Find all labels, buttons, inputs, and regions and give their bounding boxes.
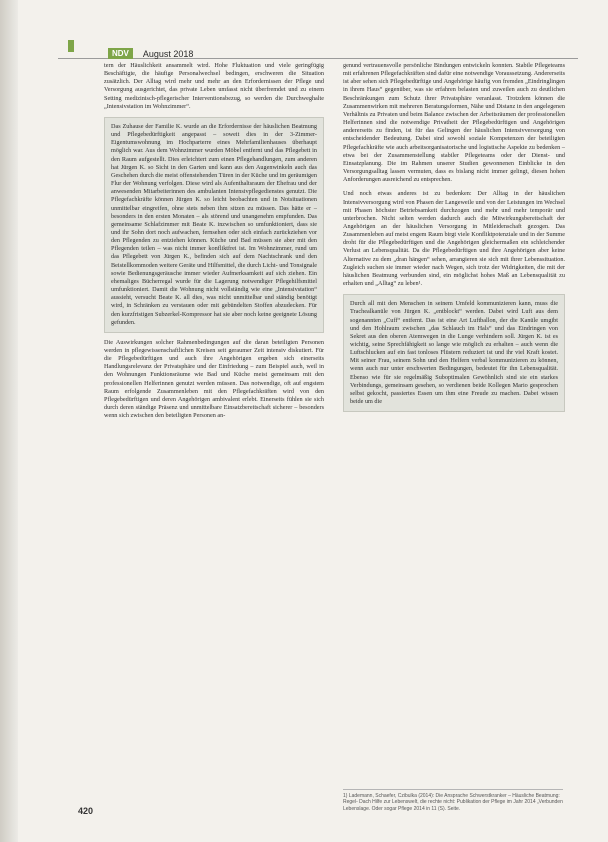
- case-box: [343, 294, 565, 412]
- journal-badge: NDV: [108, 48, 133, 59]
- binding-shadow: [0, 0, 18, 842]
- left-column: [104, 62, 324, 420]
- page-number: 420: [78, 806, 94, 816]
- paragraph: Und noch etwas anderes ist zu bedenken: Der Alltag in der häuslichen Intensivversorgung wird von Phasen der Langeweile und von der Leistungen im Wechsel mit Phasen höchster Betriebsamkeit durchzogen und mehr und mehr temporär und unterbrochen. Nicht selten werden dadurch auch die Mitwirkungsbereitschaft der Angehörigen an der häuslichen Versorgung in Mitleidenschaft gezogen. Das Zusammenleben auf meist engem Raum birgt viele Konfliktpotenziale und in der Summe droht für die Pflegebedürftigen und die Angehörigen gleichermaßen ein schleichender Verlust an Lebensqualität. Da die Pflegebedürftigen und ihre Angehörigen aber keine Alternative zu dem „dran hängen“ sehen, arrangieren sie sich mit ihrer Lebenssituation. Zugleich suchen sie immer wieder nach Wegen, sich trotz der Widrigkeiten, die mit der häuslichen Beatmung verbunden sind, ein möglichst hohes Maß an Lebensqualität zu erhalten und „Alltag“ zu leben¹.: [343, 190, 565, 288]
- paragraph: tern der Häuslichkeit ansammelt wird. Hohe Fluktuation und viele geringfügig Beschäftigte, die häufige Personalwechsel bedingen, erschweren die Situation zusätzlich. Der Alltag wird mehr und mehr an den Erfordernissen der Pflege und Versorgung ausgerichtet, das private Leben umfasst nicht überfremdet und zu einem Setting medizinisch-pflegerischer Interventionsbezug, so werden die Durchweghalte „Intensivstation im Wohnzimmer“.: [104, 62, 324, 110]
- case-box: [104, 117, 324, 333]
- right-column: [343, 62, 565, 418]
- footnote: 1) Lademann, Schaefer, Czibulka (2014): Die Ansprache Schwerstkranker – Häusliche Beatmung: Regel- Dach Hilfe zur Lebenswelt, die rechte nicht: Publikation der Pflege im Jahr 2014 „Verbunden Lebenslage. Oder sogar Pflege 2014 in 11 (S). Seite.: [343, 789, 563, 812]
- paragraph: Die Auswirkungen solcher Rahmenbedingungen auf die daran beteiligten Personen werden in pflegewissenschaftlichen Kreisen seit geraumer Zeit intensiv diskutiert. Für die Pflegebedürftigen und auch ihre Angehörigen ergeben sich einerseits Handlungsrelevanz der Privatsphäre und der Einfriedung – zum Beispiel auch, weil in den Wohnungen Funktionsräume wie Bad und Küche meist gemeinsam mit den professionellen Helferinnen genutzt werden müssen. Das notwendige, oft auf engstem Raum erfolgende Zusammenleben mit den Pflegefachkräften wird von den Pflegebedürftigen und deren Angehörigen ambivalent erlebt. Einerseits fühlen sie sich durch deren ständige Präsenz und unmittelbare Einsatzbereitschaft sicherer – besonders wenn sich zwischen den beteiligten Personen an-: [104, 338, 324, 420]
- running-header: [108, 48, 193, 59]
- case-text: Durch all mit den Menschen in seinem Umfeld kommunizieren kann, muss die Trachealkanüle von Jürgen K. „entblockt“ werden. Dabei wird Luft aus dem sogenannten „Cuff“ entfernt. Das ist eine Art Luftballon, der die Kanüle umgibt und den Hohlraum zwischen „das Schlauch im Hals“ und das Eindringen von Sekret aus den oberen Atemwegen in die Lunge verhindern soll. Jürgen K. ist es wichtig, seine Sprechfähigkeit so lange wie möglich zu erhalten – auch wenn die Luftschlucken auf ein fast tonloses Flüstern reduziert ist und ihr viel Kraft kostet. Mit seiner Frau, seinem Sohn und den Helfern verbal kommunizieren zu können, wenn auch nur unter erschwerten Bedingungen, bedeutet für ihn Lebensqualität. Ebenso wie für sie regelmäßig Suboptimalen Gewöhnlich sind sie ein starkes Verbindungs, gemeinsam gesehen, so verdienen beide Kollegen Mario gesprochen selbst gekocht, passiertes Essen um ihm eine Freude zu machen. Dabei wissen beide um die: [350, 300, 558, 406]
- paragraph: genund vertrauensvolle persönliche Bindungen entwickeln konnten. Stabile Pflegeteams mit erfahrenen Pflegefachkräften sind dafür eine notwendige Voraussetzung. Andererseits ist aber sehen sich Pflegebedürftige und Angehörige häufig von fremden „Eindringlingen in ihrem Haus“ gegenüber, was sie erfahren belasten und zuweilen auch zu deutlichen Beschränkungen zum Schutz ihrer Privatsphäre veranlasst. Trotzdem können die Zusammenwirken mit mehreren Beratungsformen, Nähe und Distanz in den angelegenen Verhältnis zu Privaten und beim Balance zwischen der Arbeitsräumen der professionellen Helferinnen sind die notwendige Privatheit der Pflegebedürftigen und Angehörigen andererseits zu finden, ist für das Gelingen der häuslichen Intensivversorgung von entscheidender Bedeutung. Dabei sind sowohl soziale Kompetenzen der beteiligten Pflegefachkräfte wie auch arbeitsorganisatorische und logistische Aspekte zu bedenken – etwa bei der Zusammenstellung stabiler Pflegeteams oder der Dienst- und Einsatzplanung. Die im Rahmen unserer Studien gewonnenen Einblicke in den Versorgungsalltag lassen vermuten, dass es bislang nicht immer gelingt, diesen hohen Anforderungen ausreichend zu entsprechen.: [343, 62, 565, 184]
- accent-bar: [68, 40, 74, 52]
- issue-date: August 2018: [142, 48, 194, 59]
- case-text: Das Zuhause der Familie K. wurde an die Erfordernisse der häuslichen Beatmung und Pflegebedürftigkeit angepasst – soweit dies in der 3-Zimmer-Eigentumswohnung im Hochparterre eines Mehrfamilienhauses überhaupt möglich war. Aus dem Wohnzimmer wurden Möbel entfernt und das Pflegebett in den Raum aufgestellt. Dies erleichtert zum einen Pflegehandlungen, zum anderen hat Jürgen K. so Sicht in den Garten und kann aus den Augenwinkeln auch das Geschehen durch die meist offenstehenden Türen in der Küche und im geräumigen Flur der Wohnung verfolgen. Diese wird als Aufenthaltsraum der Ehefrau und der anwesenden Mitarbeiterinnen des ambulanten Intensivpflegedienstes genutzt. Die Pflegefachkräfte können Jürgen K. so leicht beobachten und in Notsituationen unmittelbar eingreifen, ohne stets neben ihm sitzen zu müssen. Das hätte er – besonders in den ersten Monaten – als störend und unangenehm empfunden. Das gemeinsame Schlafzimmer mit Beate K. inzwischen so umfunktioniert, dass sie und ihr Sohn dort noch aufwachen, fernsehen oder sich einfach zurückziehen vor den Pflegenden zu entziehen können. Küche und Bad müssen sie aber mit den Pflegenden teilen – was nicht immer konfliktfrei ist. Im Wohnzimmer, rund um das Pflegebett von Jürgen K., befinden sich auf dem Nachtschrank und den Beistellkommoden weitere Geräte und Hilfsmittel, die durch Licht- und Tonsignale sowie Bedienungsgeräusche immer wieder Aufmerksamkeit auf sich ziehen. Ein ehemaliges Bücherregal wurde für die Lagerung notwendiger Pflegehilfsmittel umfunktioniert. Damit die Wohnung nicht vollständig wie eine „Intensivstation“ aussieht, versucht Beate K. all dies, was nicht unmittelbar und ständig benötigt wird, in Schränken zu verstauen oder mit gebündelten Stoffen abzudecken. Für den kurzfristigen Subzerkel-Kompressor hat sie aber noch keine geeignete Lösung gefunden.: [111, 122, 317, 326]
